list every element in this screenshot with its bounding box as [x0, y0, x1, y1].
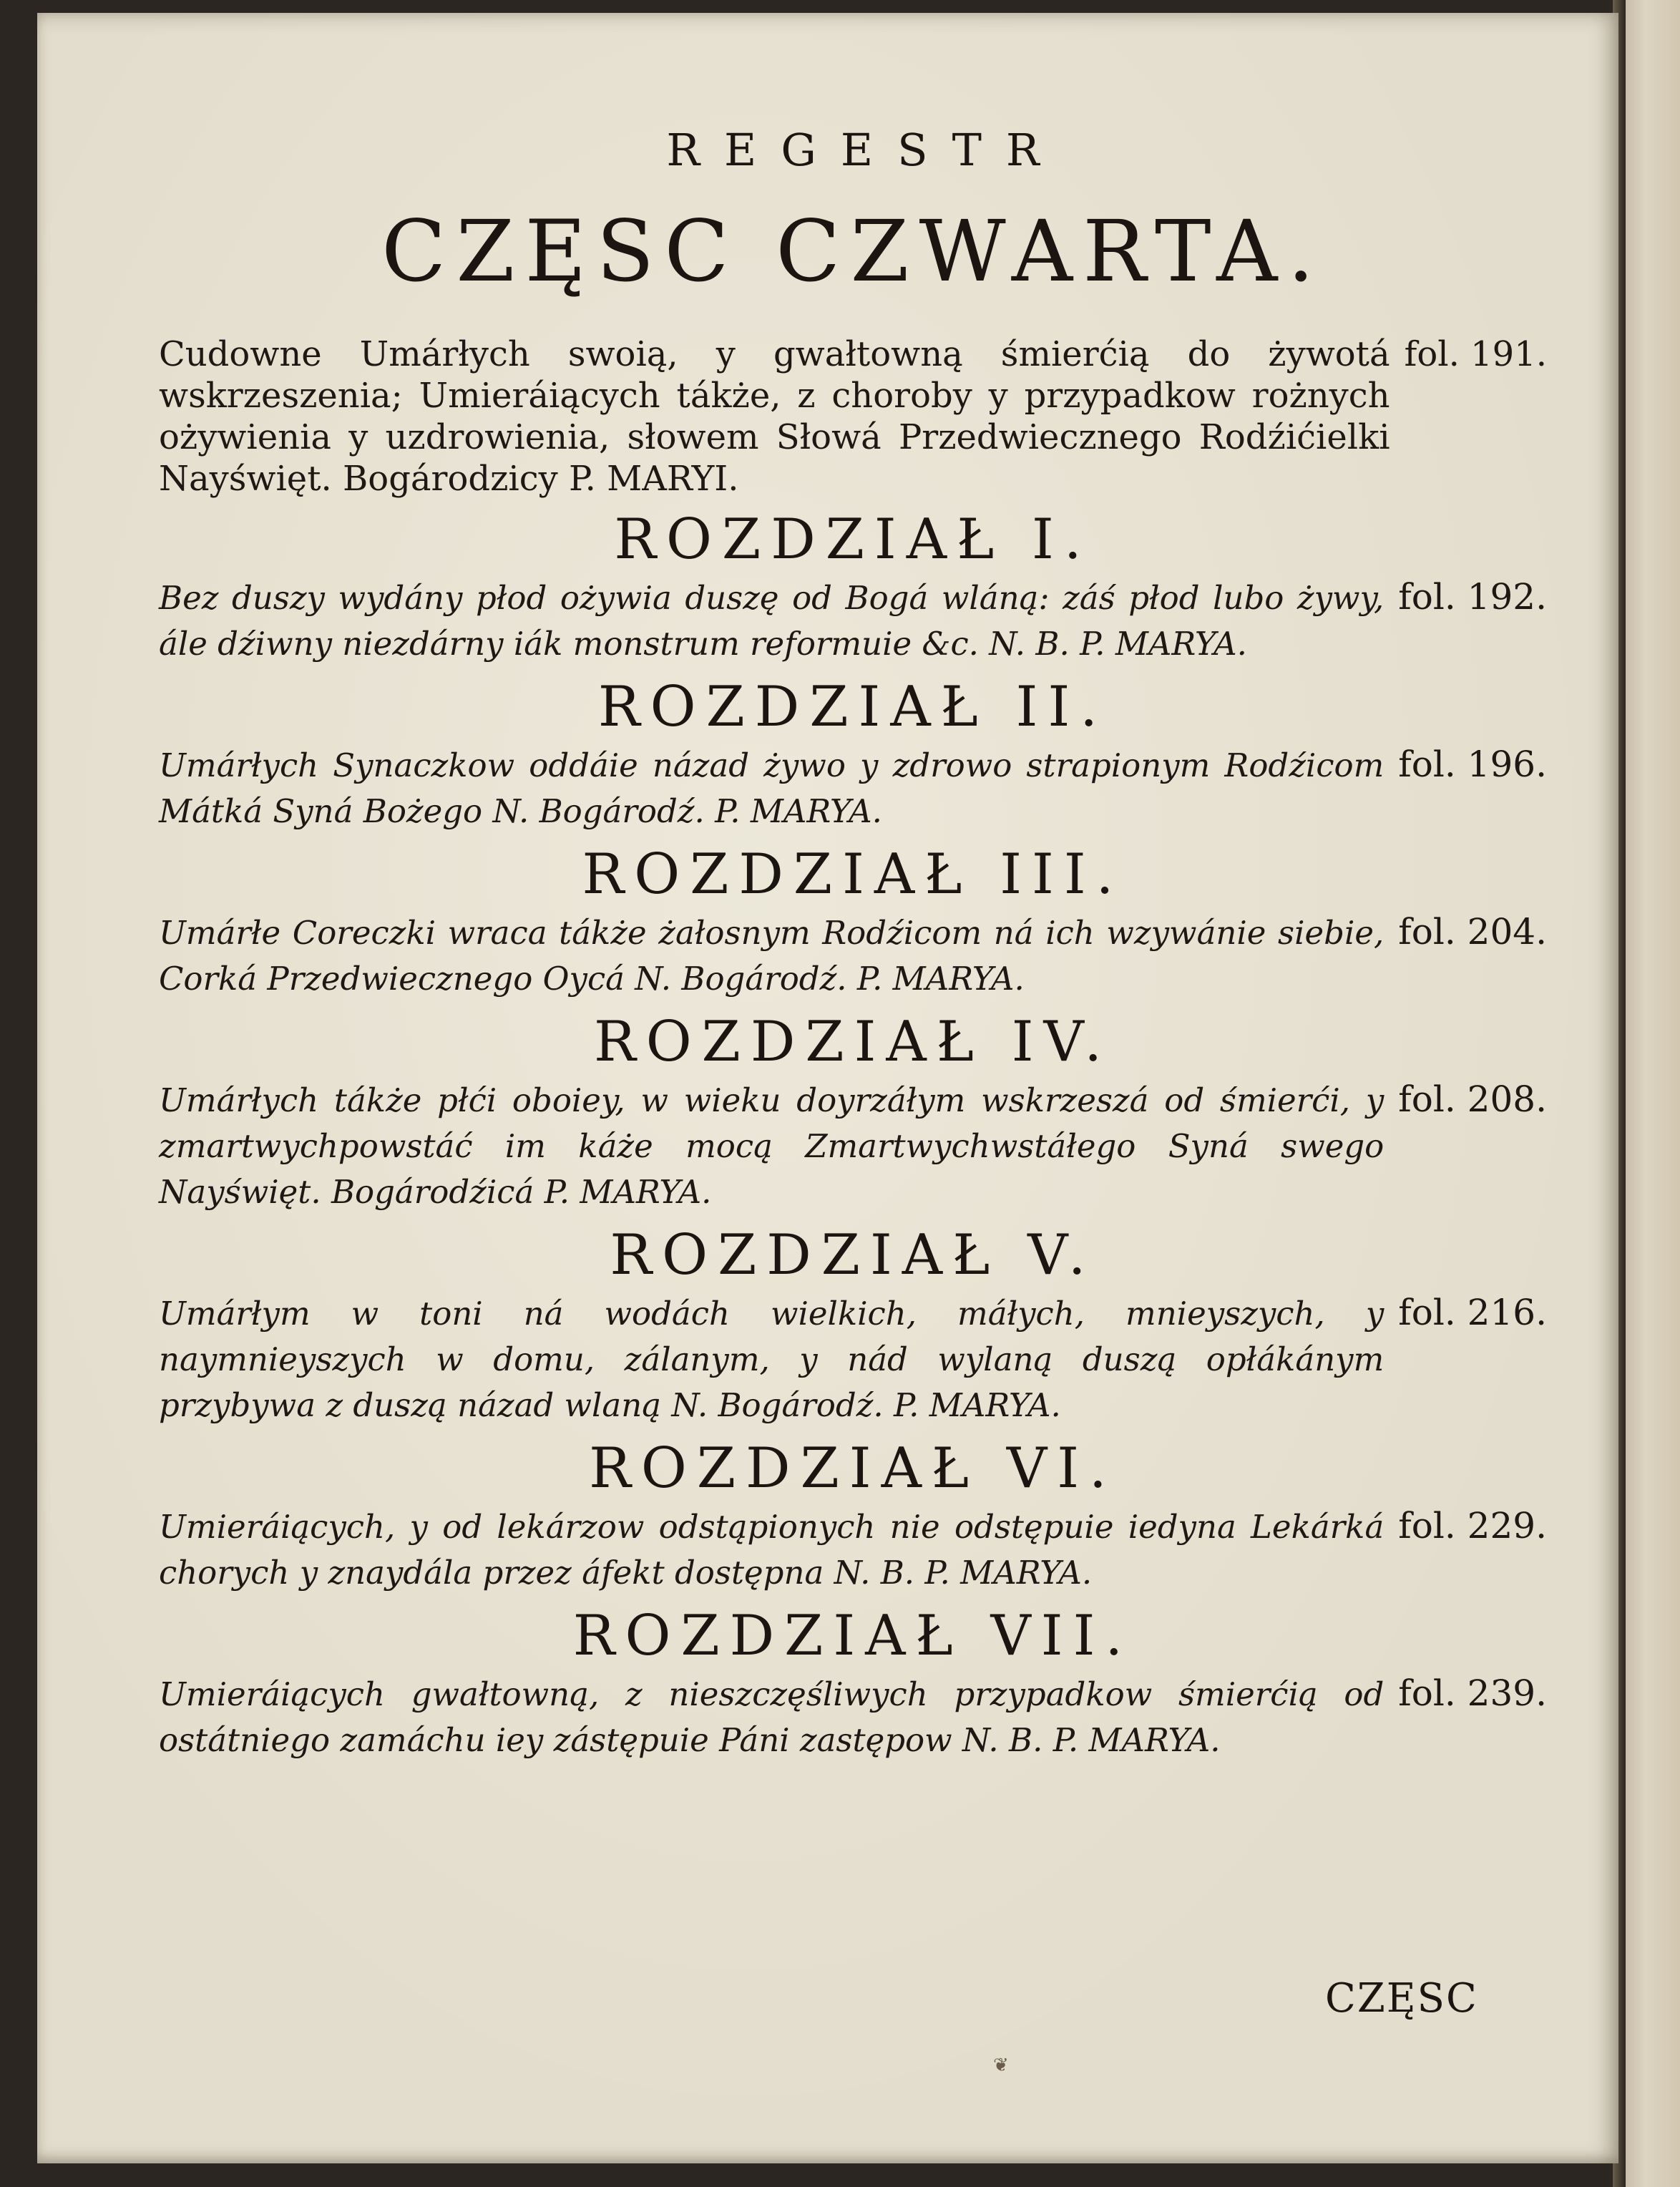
running-title: REGESTR [666, 124, 1064, 176]
chapter-description [159, 1076, 1547, 1215]
intro-text: Cudowne Umárłych swoią, y gwałtowną śmierćią do żywotá wskrzeszenia; Umieráiących tákże, z choroby y przypadkow rożnych ożywienia y uzdrowienia, słowem Słowá Przedwiecznego Rodźićielki Nayświęt. Bogárodzicy P. MARYI. [159, 334, 1390, 499]
chapter-folio: fol. 229. [1398, 1505, 1547, 1547]
chapter-entry [159, 505, 1547, 667]
chapter-text: Umárłym w toni ná wodách wielkich, máłych, mnieyszych, y naymnieyszych w domu, zálanym, y nád wylaną duszą opłákánym przybywa z duszą názad wlaną N. Bogárodź. P. MARYA. [159, 1295, 1384, 1424]
chapter-entry [159, 673, 1547, 834]
facing-page-edge [1623, 0, 1680, 2187]
chapter-text: Bez duszy wydány płod ożywia duszę od Bogá wláną: záś płod lubo żywy, ále dźiwny niezdárny iák monstrum reformuie &c. N. B. P. MARYA. [159, 579, 1384, 663]
catchword: CZĘSC [1325, 1975, 1478, 2022]
chapter-folio: fol. 208. [1398, 1078, 1547, 1120]
chapter-entry [159, 1008, 1547, 1215]
chapter-text: Umieráiących gwałtowną, z nieszczęśliwych przypadkow śmierćią od ostátniego zamáchu iey zástępuie Páni zastępow N. B. P. MARYA. [159, 1675, 1384, 1759]
chapter-text: Umárłych Synaczkow oddáie názad żywo y zdrowo strapionym Rodźicom Mátká Syná Bożego N. Bogárodź. P. MARYA. [159, 746, 1384, 830]
chapter-entry [159, 840, 1547, 1002]
chapter-folio: fol. 204. [1398, 911, 1547, 953]
chapter-text: Umieráiących, y od lekárzow odstąpionych nie odstępuie iedyna Lekárká chorych y znaydála przez áfekt dostępna N. B. P. MARYA. [159, 1508, 1384, 1592]
chapter-folio: fol. 239. [1398, 1672, 1547, 1714]
chapter-folio: fol. 216. [1398, 1292, 1547, 1333]
chapter-description [159, 741, 1547, 834]
intro-folio: fol. 191. [1404, 334, 1547, 374]
chapter-heading: ROZDZIAŁ V. [610, 1223, 1096, 1287]
chapter-entry [159, 1434, 1547, 1596]
chapter-description [159, 1503, 1547, 1596]
chapter-text: Umárłych tákże płći oboiey, w wieku doyrzáłym wskrzeszá od śmierći, y zmartwychpowstáć im káże mocą Zmartwychwstáłego Syná swego Nayświęt. Bogárodźicá P. MARYA. [159, 1081, 1384, 1211]
chapter-description [159, 1290, 1547, 1428]
chapter-entry [159, 1602, 1547, 1763]
chapter-heading: ROZDZIAŁ VII. [572, 1604, 1133, 1668]
chapter-description [159, 574, 1547, 667]
chapter-heading: ROZDZIAŁ IV. [593, 1010, 1113, 1074]
chapter-description [159, 1670, 1547, 1763]
chapter-description [159, 909, 1547, 1002]
chapter-folio: fol. 196. [1398, 744, 1547, 785]
part-title: CZĘSC CZWARTA. [381, 202, 1324, 301]
printer-ornament-icon: ❦ [993, 2055, 1010, 2076]
chapter-list [159, 505, 1547, 1763]
chapter-heading: ROZDZIAŁ II. [597, 675, 1108, 739]
chapter-folio: fol. 192. [1398, 576, 1547, 618]
intro-entry [159, 333, 1547, 500]
chapter-heading: ROZDZIAŁ VI. [589, 1436, 1117, 1501]
page-content [159, 120, 1547, 1763]
chapter-entry [159, 1221, 1547, 1428]
book-page [37, 13, 1618, 2163]
chapter-heading: ROZDZIAŁ III. [582, 842, 1124, 907]
chapter-text: Umárłe Coreczki wraca tákże żałosnym Rodźicom ná ich wzywánie siebie, Corká Przedwiecznego Oycá N. Bogárodź. P. MARYA. [159, 914, 1384, 998]
chapter-heading: ROZDZIAŁ I. [614, 507, 1092, 572]
